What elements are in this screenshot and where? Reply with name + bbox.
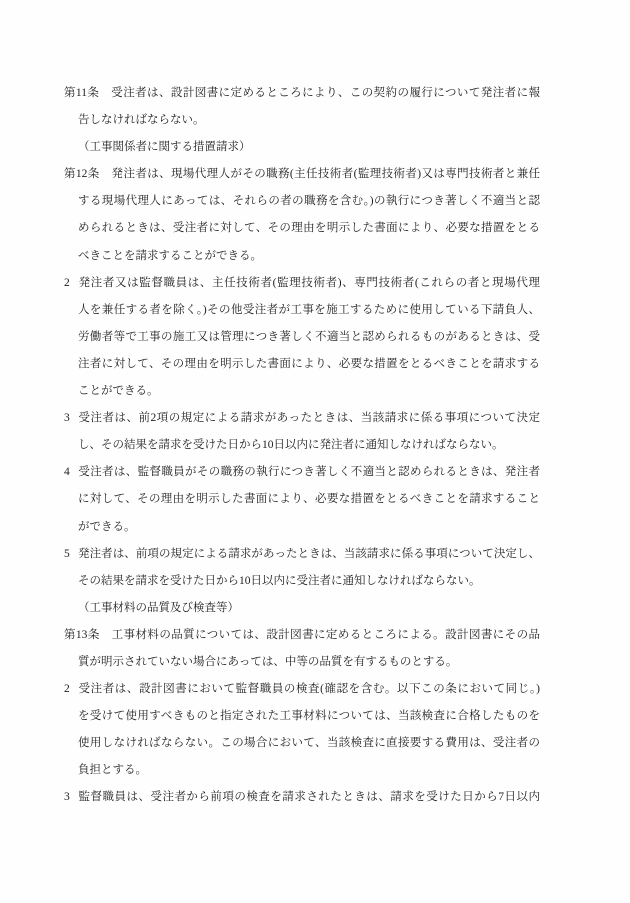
line-text: 発注者は、前項の規定による請求があったときは、当該請求に係る事項について決定し、 (78, 547, 540, 560)
text-line: （工事材料の品質及び検査等） (78, 601, 239, 614)
article-paragraph (64, 161, 540, 269)
text-line: められるときは、受注者に対して、その理由を明示した書面により、必要な措置をとる (78, 222, 540, 235)
section-heading (64, 134, 540, 161)
text-line: し、その結果を請求を受けた日から10日以内に発注者に通知しなければならない。 (78, 439, 504, 452)
text-line (64, 541, 540, 568)
numbered-paragraph (64, 459, 540, 540)
text-line: 注者に対して、その理由を明示した書面により、必要な措置をとるべきことを請求する (78, 357, 540, 370)
article-paragraph (64, 80, 540, 134)
paragraph-number: 2 (64, 683, 70, 696)
text-line: 第11条 受注者は、設計図書に定めるところにより、この契約の履行について発注者に報 (64, 87, 540, 99)
article-paragraph (64, 622, 540, 676)
text-line: 労働者等で工事の施工又は管理につき著しく不適当と認められるものがあるときは、受 (78, 330, 540, 343)
paragraph-number: 4 (64, 466, 70, 479)
text-line: べきことを請求することができる。 (78, 249, 262, 262)
paragraph-number: 3 (64, 791, 70, 804)
text-line (64, 270, 540, 297)
document-body (64, 80, 540, 812)
line-text: 発注者又は監督職員は、主任技術者(監理技術者)、専門技術者(これらの者と現場代理 (78, 276, 540, 289)
text-line (64, 459, 540, 486)
numbered-paragraph (64, 676, 540, 784)
line-text: 受注者は、設計図書において監督職員の検査(確認を含む。以下この条において同じ。) (78, 683, 540, 696)
text-line: 第12条 発注者は、現場代理人がその職務(主任技術者(監理技術者)又は専門技術者と兼任 (64, 168, 540, 181)
text-line: を受けて使用すべきものと指定された工事材料については、当該検査に合格したものを (78, 710, 540, 723)
numbered-paragraph (64, 541, 540, 595)
text-line: ができる。 (78, 520, 136, 533)
text-line (64, 784, 540, 811)
text-line: （工事関係者に関する措置請求） (78, 141, 251, 154)
text-line: 告しなければならない。 (78, 114, 205, 127)
line-text: 受注者は、監督職員がその職務の執行につき著しく不適当と認められるときは、発注者 (78, 466, 540, 479)
paragraph-number: 5 (64, 547, 70, 560)
line-text: 受注者は、前2項の規定による請求があったときは、当該請求に係る事項について決定 (78, 412, 540, 425)
section-heading (64, 595, 540, 622)
paragraph-number: 2 (64, 276, 70, 289)
text-line: 人を兼任する者を除く。)その他受注者が工事を施工するために使用している下請負人、 (78, 303, 540, 316)
text-line: その結果を請求を受けた日から10日以内に受注者に通知しなければならない。 (78, 574, 481, 587)
line-text: 監督職員は、受注者から前項の検査を請求されたときは、請求を受けた日から7日以内 (78, 791, 540, 804)
text-line: 第13条 工事材料の品質については、設計図書に定めるところによる。設計図書にその品 (64, 628, 540, 641)
text-line (64, 676, 540, 703)
text-line: 質が明示されていない場合にあっては、中等の品質を有するものとする。 (78, 655, 458, 668)
text-line: ことができる。 (78, 385, 159, 398)
numbered-paragraph (64, 270, 540, 405)
numbered-paragraph (64, 405, 540, 459)
text-line: に対して、その理由を明示した書面により、必要な措置をとるべきことを請求すること (78, 493, 540, 506)
text-line: 負担とする。 (78, 764, 147, 777)
text-line (64, 405, 540, 432)
text-line: する現場代理人にあっては、それらの者の職務を含む。)の執行につき著しく不適当と認 (78, 195, 540, 208)
text-line: 使用しなければならない。この場合において、当該検査に直接要する費用は、受注者の (78, 737, 540, 750)
paragraph-number: 3 (64, 412, 70, 425)
numbered-paragraph (64, 784, 540, 811)
